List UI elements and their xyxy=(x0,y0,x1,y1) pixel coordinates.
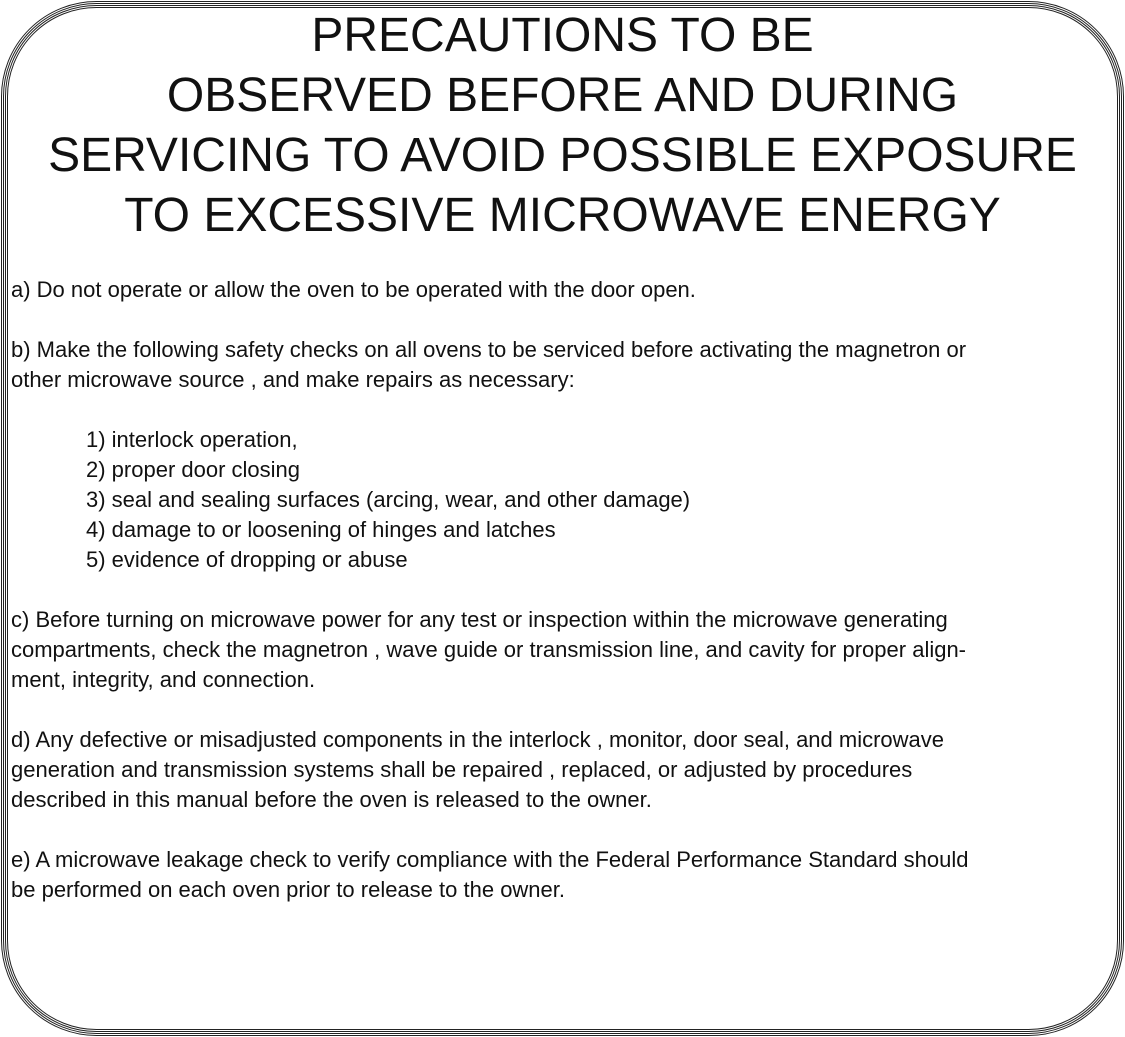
precaution-b-line: other microwave source , and make repairs as necessary: xyxy=(11,367,575,392)
precaution-d-line: generation and transmission systems shall be repaired , replaced, or adjusted by procedures xyxy=(11,757,913,782)
precaution-d xyxy=(11,725,1121,815)
precautions-body xyxy=(11,275,1121,935)
safety-check-item: 1) interlock operation, xyxy=(86,427,298,452)
safety-check-item: 3) seal and sealing surfaces (arcing, wear, and other damage) xyxy=(86,487,691,512)
precaution-e-line: e) A microwave leakage check to verify compliance with the Federal Performance Standard should xyxy=(11,847,969,872)
precaution-b xyxy=(11,335,1121,395)
precaution-d-line: described in this manual before the oven is released to the owner. xyxy=(11,787,652,812)
safety-check-item: 5) evidence of dropping or abuse xyxy=(86,547,408,572)
title-line-4: TO EXCESSIVE MICROWAVE ENERGY xyxy=(124,189,1001,242)
precaution-d-line: d) Any defective or misadjusted components in the interlock , monitor, door seal, and microwave xyxy=(11,727,945,752)
precaution-e-line: be performed on each oven prior to release to the owner. xyxy=(11,877,566,902)
page-title xyxy=(0,6,1125,246)
precaution-c-line: ment, integrity, and connection. xyxy=(11,667,316,692)
precaution-a xyxy=(11,275,1121,305)
title-line-3: SERVICING TO AVOID POSSIBLE EXPOSURE xyxy=(48,129,1077,182)
precaution-c-line: c) Before turning on microwave power for any test or inspection within the microwave generating xyxy=(11,607,948,632)
safety-check-item: 2) proper door closing xyxy=(86,457,301,482)
safety-check-item: 4) damage to or loosening of hinges and latches xyxy=(86,517,556,542)
precaution-c-line: compartments, check the magnetron , wave guide or transmission line, and cavity for proper align- xyxy=(11,637,967,662)
precaution-c xyxy=(11,605,1121,695)
precaution-b-line: b) Make the following safety checks on all ovens to be serviced before activating the magnetron or xyxy=(11,337,967,362)
title-line-2: OBSERVED BEFORE AND DURING xyxy=(166,69,959,122)
precaution-e xyxy=(11,845,1121,905)
title-line-1: PRECAUTIONS TO BE xyxy=(311,9,814,62)
safety-check-list xyxy=(11,425,1121,575)
precaution-a-line: a) Do not operate or allow the oven to be operated with the door open. xyxy=(11,277,696,302)
